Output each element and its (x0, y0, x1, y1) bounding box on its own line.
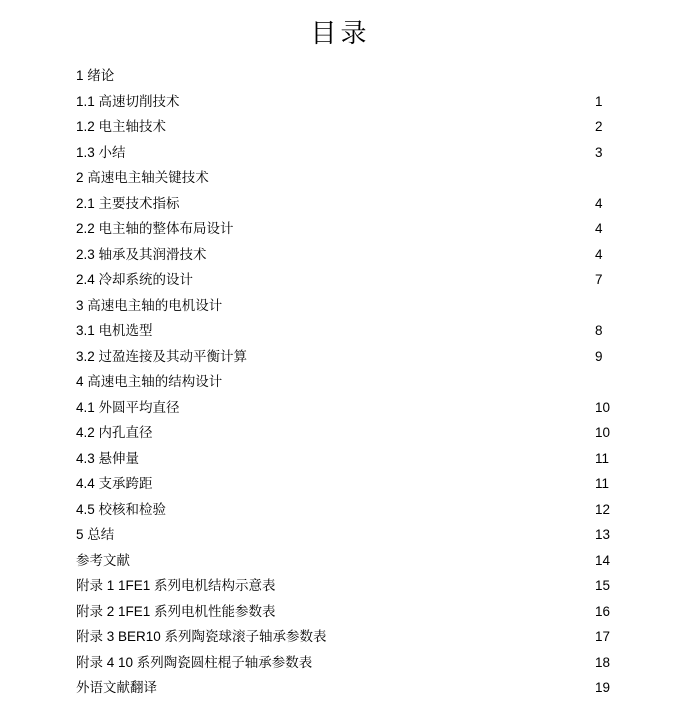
toc-entry-label: 1.2 电主轴技术 (76, 119, 167, 135)
toc-entry[interactable] (76, 650, 631, 676)
toc-entry[interactable] (76, 446, 631, 472)
toc-entry-page: 15 (595, 578, 611, 594)
toc-entry[interactable] (76, 63, 631, 89)
toc-entry-label: 4 高速电主轴的结构设计 (76, 374, 223, 390)
toc-entry[interactable] (76, 318, 631, 344)
toc-entry-page: 17 (595, 629, 611, 645)
toc-entry-page: 12 (595, 501, 611, 517)
toc-entry[interactable] (76, 624, 631, 650)
toc-entry[interactable] (76, 522, 631, 548)
toc-entry-label: 附录 4 10 系列陶瓷圆柱棍子轴承参数表 (76, 654, 313, 670)
toc-entry-label: 1 绪论 (76, 68, 115, 84)
toc-entry-page: 2 (595, 119, 603, 135)
toc-entry[interactable] (76, 89, 631, 115)
toc-entry[interactable] (76, 548, 631, 574)
toc-entry[interactable] (76, 114, 631, 140)
toc-entry[interactable] (76, 191, 631, 217)
toc-entry-label: 5 总结 (76, 527, 115, 543)
toc-entry-page: 11 (595, 450, 610, 466)
toc-entry-page: 4 (595, 195, 603, 211)
toc-entry[interactable] (76, 471, 631, 497)
toc-entry[interactable] (76, 242, 631, 268)
toc-entry-label: 外语文献翻译 (76, 680, 157, 696)
toc-entry-label: 1.1 高速切削技术 (76, 93, 180, 109)
toc-entry[interactable] (76, 369, 631, 395)
toc-entry-page: 8 (595, 323, 603, 339)
table-of-contents (0, 63, 681, 701)
toc-entry-label: 参考文献 (76, 552, 130, 568)
toc-entry-label: 3.1 电机选型 (76, 323, 153, 339)
toc-entry-label: 4.4 支承跨距 (76, 476, 153, 492)
toc-entry-page: 10 (595, 425, 611, 441)
toc-entry-label: 附录 1 1FE1 系列电机结构示意表 (76, 578, 276, 594)
toc-entry[interactable] (76, 267, 631, 293)
toc-entry-label: 2.4 冷却系统的设计 (76, 272, 194, 288)
toc-entry-page: 4 (595, 246, 603, 262)
toc-entry[interactable] (76, 293, 631, 319)
toc-entry-label: 4.5 校核和检验 (76, 501, 167, 517)
toc-entry-page: 14 (595, 552, 611, 568)
toc-entry-label: 2 高速电主轴关键技术 (76, 170, 209, 186)
toc-entry-page: 13 (595, 527, 611, 543)
toc-entry[interactable] (76, 497, 631, 523)
toc-entry[interactable] (76, 216, 631, 242)
toc-entry[interactable] (76, 165, 631, 191)
toc-entry-label: 3 高速电主轴的电机设计 (76, 297, 223, 313)
toc-entry-page: 4 (595, 221, 603, 237)
toc-entry[interactable] (76, 675, 631, 701)
toc-entry-label: 2.2 电主轴的整体布局设计 (76, 221, 234, 237)
toc-entry-page: 19 (595, 680, 611, 696)
toc-entry-label: 4.2 内孔直径 (76, 425, 153, 441)
page-title: 目录 (310, 19, 371, 48)
toc-entry[interactable] (76, 140, 631, 166)
toc-entry[interactable] (76, 573, 631, 599)
toc-entry-page: 16 (595, 603, 611, 619)
toc-entry-page: 11 (595, 476, 610, 492)
toc-entry-label: 4.3 悬伸量 (76, 450, 140, 466)
toc-entry-label: 3.2 过盈连接及其动平衡计算 (76, 348, 248, 364)
toc-entry-label: 2.3 轴承及其润滑技术 (76, 246, 207, 262)
toc-entry-label: 2.1 主要技术指标 (76, 195, 180, 211)
toc-entry[interactable] (76, 420, 631, 446)
toc-entry-label: 1.3 小结 (76, 144, 126, 160)
toc-entry[interactable] (76, 395, 631, 421)
toc-entry-page: 10 (595, 399, 611, 415)
toc-entry-page: 7 (595, 272, 603, 288)
toc-entry[interactable] (76, 599, 631, 625)
toc-entry-page: 9 (595, 348, 603, 364)
toc-entry-label: 附录 2 1FE1 系列电机性能参数表 (76, 603, 276, 619)
toc-entry-page: 1 (595, 93, 603, 109)
toc-entry-page: 3 (595, 144, 603, 160)
toc-entry[interactable] (76, 344, 631, 370)
document-page (0, 18, 681, 696)
toc-entry-label: 附录 3 BER10 系列陶瓷球滚子轴承参数表 (76, 629, 327, 645)
toc-entry-page: 18 (595, 654, 611, 670)
toc-entry-label: 4.1 外圆平均直径 (76, 399, 180, 415)
